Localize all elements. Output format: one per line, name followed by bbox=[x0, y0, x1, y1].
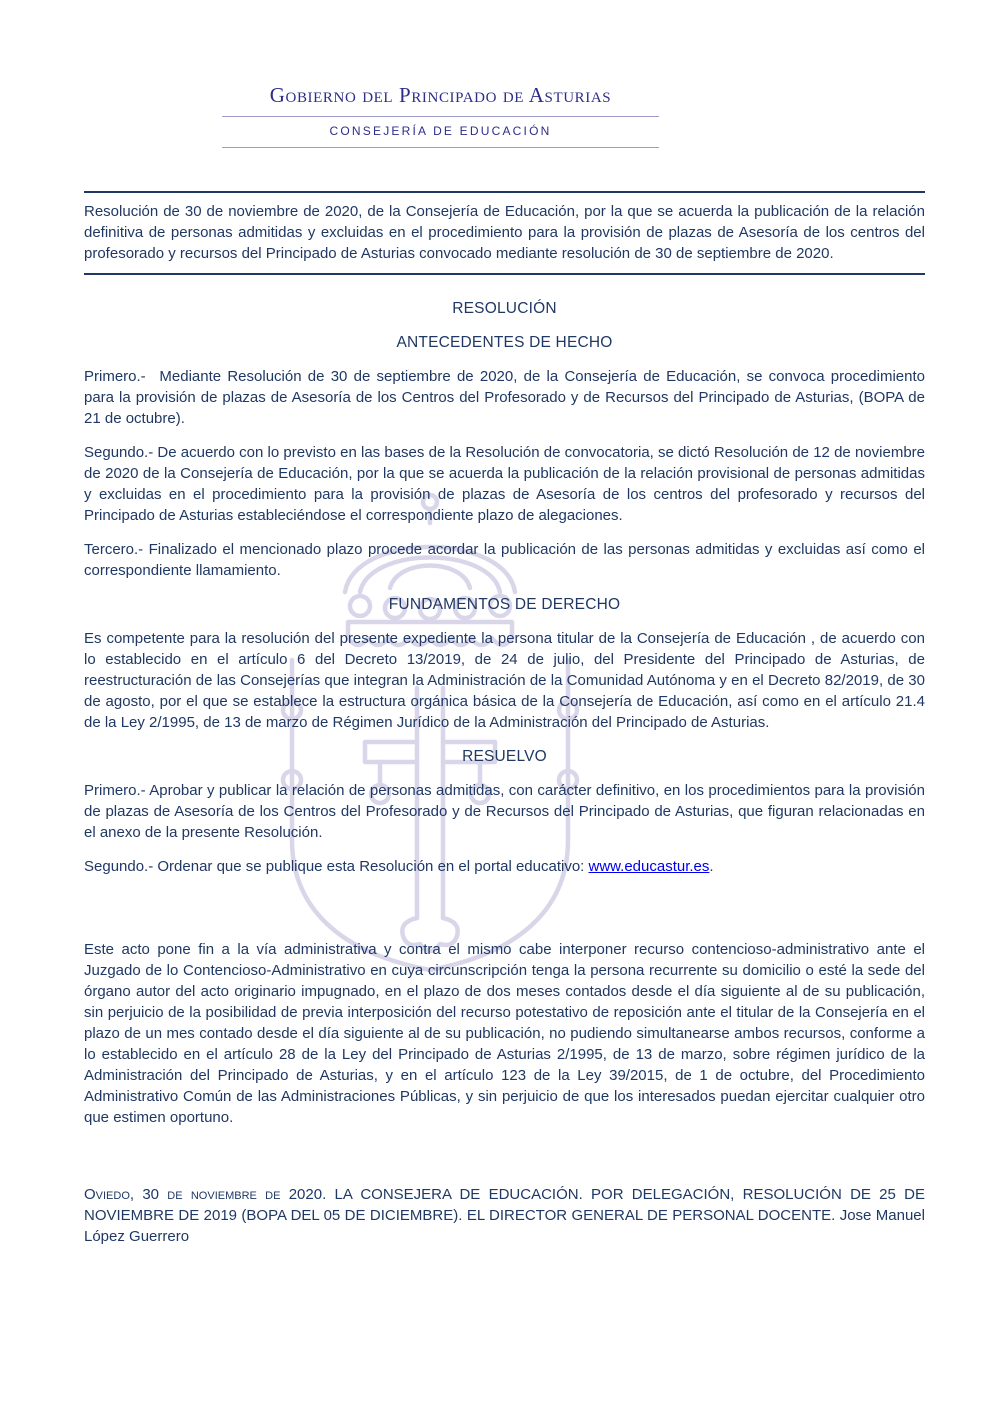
resolution-summary bbox=[84, 191, 925, 275]
letterhead-divider-bottom bbox=[222, 147, 659, 148]
signature-block bbox=[84, 1184, 925, 1247]
educastur-link[interactable]: www.educastur.es bbox=[588, 858, 710, 875]
government-title: Gobierno del Principado de Asturias bbox=[269, 83, 612, 107]
fundamentos-text: Es competente para la resolución del presente expediente la persona titular de la Consejería de Educación , de acuerdo con lo establecido en el artículo 6 del Decreto 13/2019, de 24 de julio, del Presidente del Principado de Asturias, de reestructuración de las Consejerías que integran la Administración de la Comunidad Autónoma y en el Decreto 82/2019, de 30 de agosto, por el que se establece la estructura orgánica básica de la Consejería de Educación, así como en el artículo 21.4 de la Ley 2/1995, de 13 de marzo de Régimen Jurídico de la Administración del Principado de Asturias. bbox=[84, 630, 925, 731]
signature-name: Jose Manuel López Guerrero bbox=[84, 1207, 925, 1245]
signature-offices: 2020. LA CONSEJERA DE EDUCACIÓN. POR DELEGACIÓN, RESOLUCIÓN DE 25 DE NOVIEMBRE DE 2019 (BOPA DEL 05 DE DICIEMBRE). EL DIRECTOR GENERAL DE PERSONAL DOCENTE. bbox=[84, 1186, 925, 1224]
appeal-notice: Este acto pone fin a la vía administrativa y contra el mismo cabe interponer recurso contencioso-administrativo ante el Juzgado de lo Contencioso-Administrativo en cuya circunscripción tenga la persona recurrente su domicilio o esté la sede del órgano autor del acto originario impugnado, en el plazo de dos meses contados desde el día siguiente al de su publicación, sin perjuicio de la posibilidad de previa interposición del recurso potestativo de reposición ante el titular de la Consejería en el plazo de un mes contado desde el día siguiente al de su publicación, no pudiendo simultanearse ambos recursos, conforme a lo establecido en el artículo 28 de la Ley del Principado de Asturias 2/1995, de 13 de marzo, sobre régimen jurídico de la Administración del Principado de Asturias, y en el artículo 123 de la Ley 39/2015, de 1 de octubre, del Procedimiento Administrativo Común de las Administraciones Públicas, y sin perjuicio de que los interesados puedan ejercitar cualquier otro que estimen oportuno. bbox=[84, 941, 925, 1126]
resuelvo-segundo bbox=[84, 856, 925, 877]
department-subtitle: CONSEJERÍA DE EDUCACIÓN bbox=[329, 124, 552, 138]
antecedente-segundo: Segundo.- De acuerdo con lo previsto en las bases de la Resolución de convocatoria, se dictó Resolución de 12 de noviembre de 2020 de la Consejería de Educación, por la que se acuerda la publicación de la relación provisional de personas admitidas y excluidas en el procedimiento para la provisión de plazas de Asesoría de los centros del profesorado y recursos del Principado de Asturias estableciéndose el correspondiente plazo de alegaciones. bbox=[84, 444, 925, 524]
letterhead-divider-top bbox=[222, 116, 659, 117]
resuelvo-segundo-text: Segundo.- Ordenar que se publique esta Resolución en el portal educativo: bbox=[84, 858, 589, 875]
fundamentos-heading: FUNDAMENTOS DE DERECHO bbox=[388, 596, 621, 613]
antecedente-tercero: Tercero.- Finalizado el mencionado plazo procede acordar la publicación de las personas admitidas y excluidas así como el correspondiente llamamiento. bbox=[84, 541, 925, 579]
antecedentes-heading: ANTECEDENTES DE HECHO bbox=[396, 334, 613, 351]
letterhead bbox=[222, 84, 659, 148]
resuelvo-segundo-period: . bbox=[709, 858, 714, 875]
antecedente-primero: Primero.- Mediante Resolución de 30 de septiembre de 2020, de la Consejería de Educación, se convoca procedimiento para la provisión de plazas de Asesoría de los Centros del Profesorado y de Recursos del Principado de Asturias, (BOPA de 21 de octubre). bbox=[84, 368, 925, 427]
resuelvo-primero: Primero.- Aprobar y publicar la relación de personas admitidas, con carácter definitivo, en los procedimientos para la provisión de plazas de Asesoría de los Centros del Profesorado y de Recursos del Principado de Asturias, que figuran relacionadas en el anexo de la presente Resolución. bbox=[84, 782, 925, 841]
signature-place-date: Oviedo, 30 de noviembre de bbox=[84, 1186, 289, 1203]
resolution-summary-text: Resolución de 30 de noviembre de 2020, de la Consejería de Educación, por la que se acuerda la publicación de la relación definitiva de personas admitidas y excluidas en el procedimiento para la provisión de plazas de Asesoría de los centros del profesorado y recursos del Principado de Asturias convocado mediante resolución de 30 de septiembre de 2020. bbox=[84, 203, 925, 262]
resolucion-heading: RESOLUCIÓN bbox=[452, 300, 557, 317]
resuelvo-heading: RESUELVO bbox=[462, 748, 547, 765]
document-body bbox=[84, 191, 925, 1247]
